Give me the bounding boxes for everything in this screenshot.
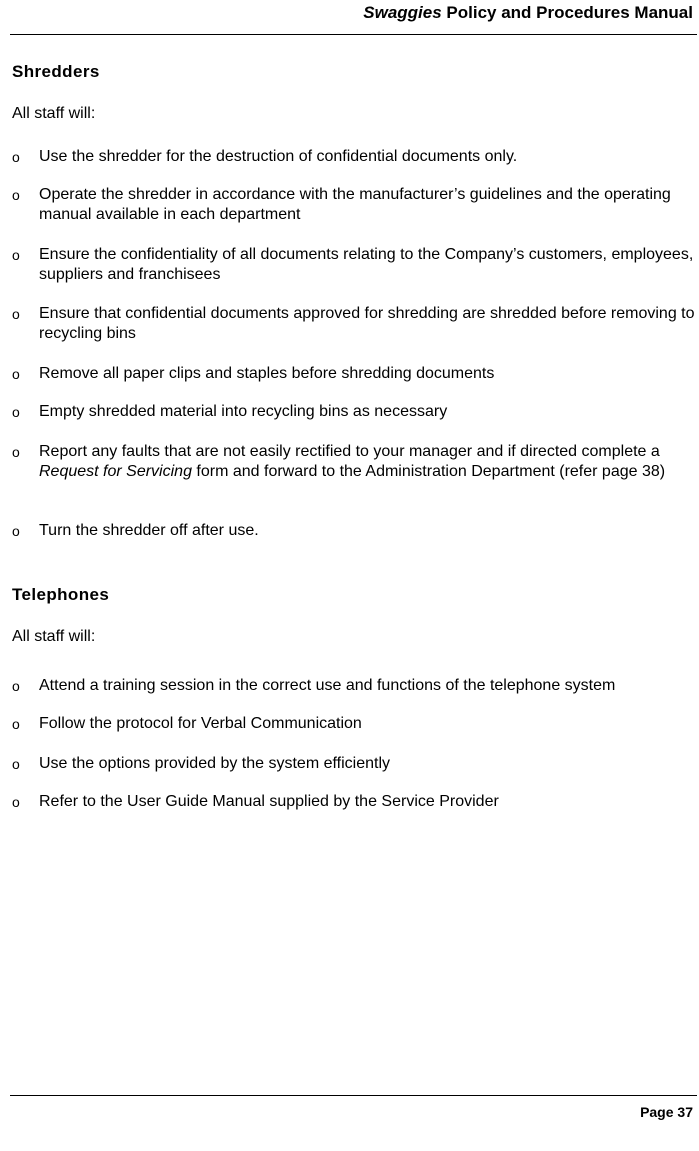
header-brand: Swaggies (363, 3, 442, 22)
bullet-marker: o (12, 794, 20, 810)
list-item-text-part: form and forward to the Administration Department (refer page 38) (191, 463, 666, 480)
header-title (363, 3, 693, 23)
list-item (12, 754, 697, 774)
page-number: Page 37 (640, 1104, 693, 1120)
bullet-marker: o (12, 404, 20, 420)
list-item-text (39, 442, 697, 482)
list-item (12, 185, 697, 225)
list-item-text: Ensure that confidential documents approved for shredding are shredded before removing to recycling bins (39, 305, 695, 342)
list-item (12, 792, 697, 812)
list-item (12, 147, 697, 167)
section-intro: All staff will: (12, 105, 96, 122)
list-item (12, 676, 697, 696)
form-name: Request for Servicing (39, 463, 192, 480)
section-intro: All staff will: (12, 628, 96, 645)
list-item-text: Ensure the confidentiality of all documents relating to the Company’s customers, employees, suppliers and franchisees (39, 246, 694, 283)
list-item-text: Use the shredder for the destruction of confidential documents only. (39, 148, 518, 165)
list-item-text: Remove all paper clips and staples before shredding documents (39, 365, 495, 382)
list-item (12, 402, 697, 422)
list-item-text: Attend a training session in the correct use and functions of the telephone system (39, 677, 616, 694)
list-item (12, 304, 697, 344)
list-item (12, 521, 697, 541)
bullet-marker: o (12, 366, 20, 382)
list-item (12, 364, 697, 384)
list-item (12, 245, 697, 285)
list-item-text: Empty shredded material into recycling bins as necessary (39, 403, 448, 420)
footer-divider (10, 1095, 697, 1096)
bullet-marker: o (12, 716, 20, 732)
list-item-text: Operate the shredder in accordance with the manufacturer’s guidelines and the operating manual available in each department (39, 186, 671, 223)
section-heading-telephones: Telephones (12, 585, 110, 604)
list-item-text: Use the options provided by the system efficiently (39, 755, 390, 772)
list-item-text: Follow the protocol for Verbal Communication (39, 715, 362, 732)
section-heading-shredders: Shredders (12, 62, 100, 81)
list-item-text: Refer to the User Guide Manual supplied by the Service Provider (39, 793, 499, 810)
list-item-text: Turn the shredder off after use. (39, 522, 259, 539)
bullet-marker: o (12, 306, 20, 322)
bullet-marker: o (12, 187, 20, 203)
bullet-marker: o (12, 523, 20, 539)
header-title-text: Policy and Procedures Manual (441, 3, 693, 22)
bullet-marker: o (12, 678, 20, 694)
bullet-marker: o (12, 444, 20, 460)
list-item (12, 714, 697, 734)
bullet-marker: o (12, 247, 20, 263)
bullet-marker: o (12, 149, 20, 165)
list-item-text-part: Report any faults that are not easily rectified to your manager and if directed complete a (39, 443, 660, 460)
header-divider (10, 34, 697, 35)
bullet-marker: o (12, 756, 20, 772)
list-item (12, 442, 697, 482)
